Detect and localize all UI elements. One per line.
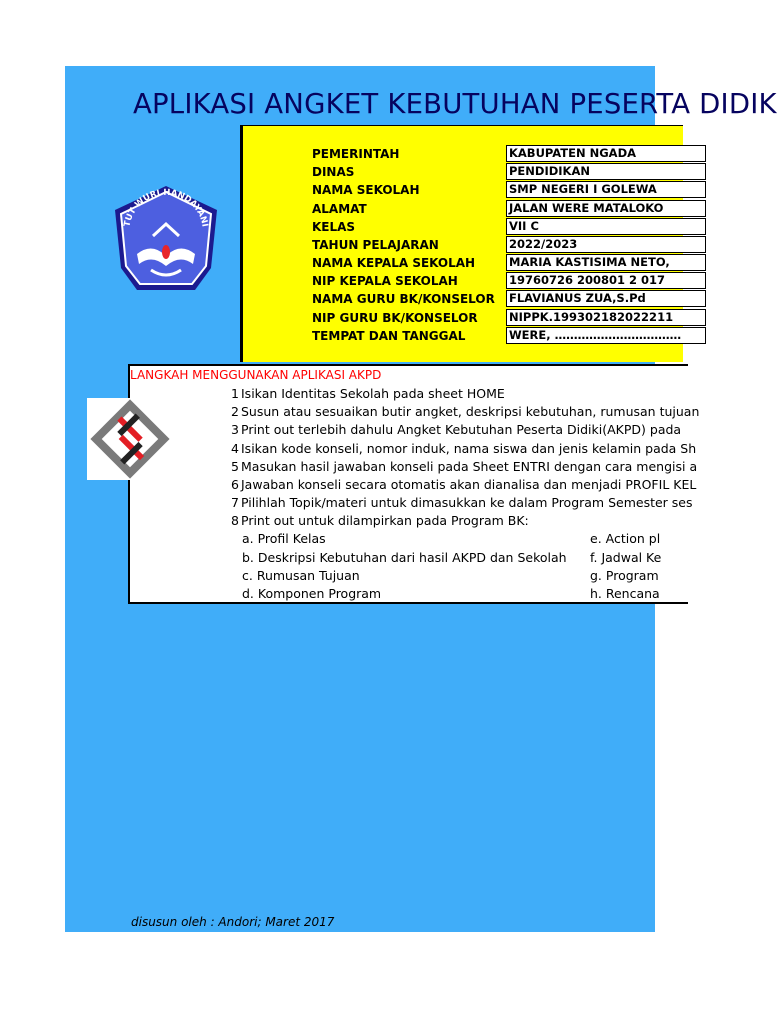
identity-label: TAHUN PELAJARAN	[312, 238, 439, 252]
identity-value-cell[interactable]: KABUPATEN NGADA	[506, 145, 706, 162]
identity-label: DINAS	[312, 165, 355, 179]
identity-label: NAMA KEPALA SEKOLAH	[312, 256, 476, 270]
identity-label: NIP GURU BK/KONSELOR	[312, 311, 478, 325]
attachment-item: h. Rencana	[590, 586, 660, 601]
tut-wuri-handayani-logo	[107, 184, 225, 294]
identity-label: ALAMAT	[312, 202, 367, 216]
step-item: 8 Print out untuk dilampirkan pada Program BK:	[231, 513, 529, 528]
page-title: APLIKASI ANGKET KEBUTUHAN PESERTA DIDIK	[133, 88, 777, 120]
attachment-item: a. Profil Kelas	[242, 531, 326, 546]
identity-label: PEMERINTAH	[312, 147, 400, 161]
step-item: 4 Isikan kode konseli, nomor induk, nama siswa dan jenis kelamin pada Sh	[231, 441, 697, 456]
attachment-item: g. Program	[590, 568, 659, 583]
steps-title: LANGKAH MENGGUNAKAN APLIKASI AKPD	[130, 368, 382, 382]
step-item: 5 Masukan hasil jawaban konseli pada Sheet ENTRI dengan cara mengisi a	[231, 459, 698, 474]
attachment-item: e. Action pl	[590, 531, 661, 546]
identity-label: NAMA GURU BK/KONSELOR	[312, 292, 495, 306]
attachment-item: f. Jadwal Ke	[590, 550, 662, 565]
identity-value-cell[interactable]: 19760726 200801 2 017	[506, 272, 706, 289]
identity-value-cell[interactable]: FLAVIANUS ZUA,S.Pd	[506, 290, 706, 307]
identity-label: KELAS	[312, 220, 356, 234]
steps-panel	[128, 364, 700, 604]
spreadsheet-area	[65, 66, 777, 932]
step-item: 1 Isikan Identitas Sekolah pada sheet HOME	[231, 386, 505, 401]
akpd-logo	[87, 398, 173, 480]
identity-value-cell[interactable]: SMP NEGERI I GOLEWA	[506, 181, 706, 198]
step-item: 3 Print out terlebih dahulu Angket Kebutuhan Peserta Didiki(AKPD) pada	[231, 422, 682, 437]
identity-value-cell[interactable]: NIPPK.199302182022211	[506, 309, 706, 326]
identity-value-cell[interactable]: JALAN WERE MATALOKO	[506, 200, 706, 217]
identity-value-cell[interactable]: 2022/2023	[506, 236, 706, 253]
identity-label: NAMA SEKOLAH	[312, 183, 420, 197]
identity-value-cell[interactable]: VII C	[506, 218, 706, 235]
identity-value-cell[interactable]: WERE, ……………………………	[506, 327, 706, 344]
identity-panel	[240, 125, 683, 362]
attachment-item: c. Rumusan Tujuan	[242, 568, 360, 583]
identity-label: NIP KEPALA SEKOLAH	[312, 274, 458, 288]
step-item: 6 Jawaban konseli secara otomatis akan dianalisa dan menjadi PROFIL KEL	[231, 477, 697, 492]
logo-lettering: TUT WURI HANDAYANI	[122, 187, 210, 228]
identity-label: TEMPAT DAN TANGGAL	[312, 329, 466, 343]
step-item: 7 Pilihlah Topik/materi untuk dimasukkan ke dalam Program Semester ses	[231, 495, 693, 510]
attachment-item: d. Komponen Program	[242, 586, 382, 601]
step-item: 2 Susun atau sesuaikan butir angket, deskripsi kebutuhan, rumusan tujuan	[231, 404, 700, 419]
identity-value-cell[interactable]: MARIA KASTISIMA NETO,	[506, 254, 706, 271]
identity-value-cell[interactable]: PENDIDIKAN	[506, 163, 706, 180]
footer-credit: disusun oleh : Andori; Maret 2017	[131, 915, 335, 929]
attachment-item: b. Deskripsi Kebutuhan dari hasil AKPD dan Sekolah	[242, 550, 567, 565]
